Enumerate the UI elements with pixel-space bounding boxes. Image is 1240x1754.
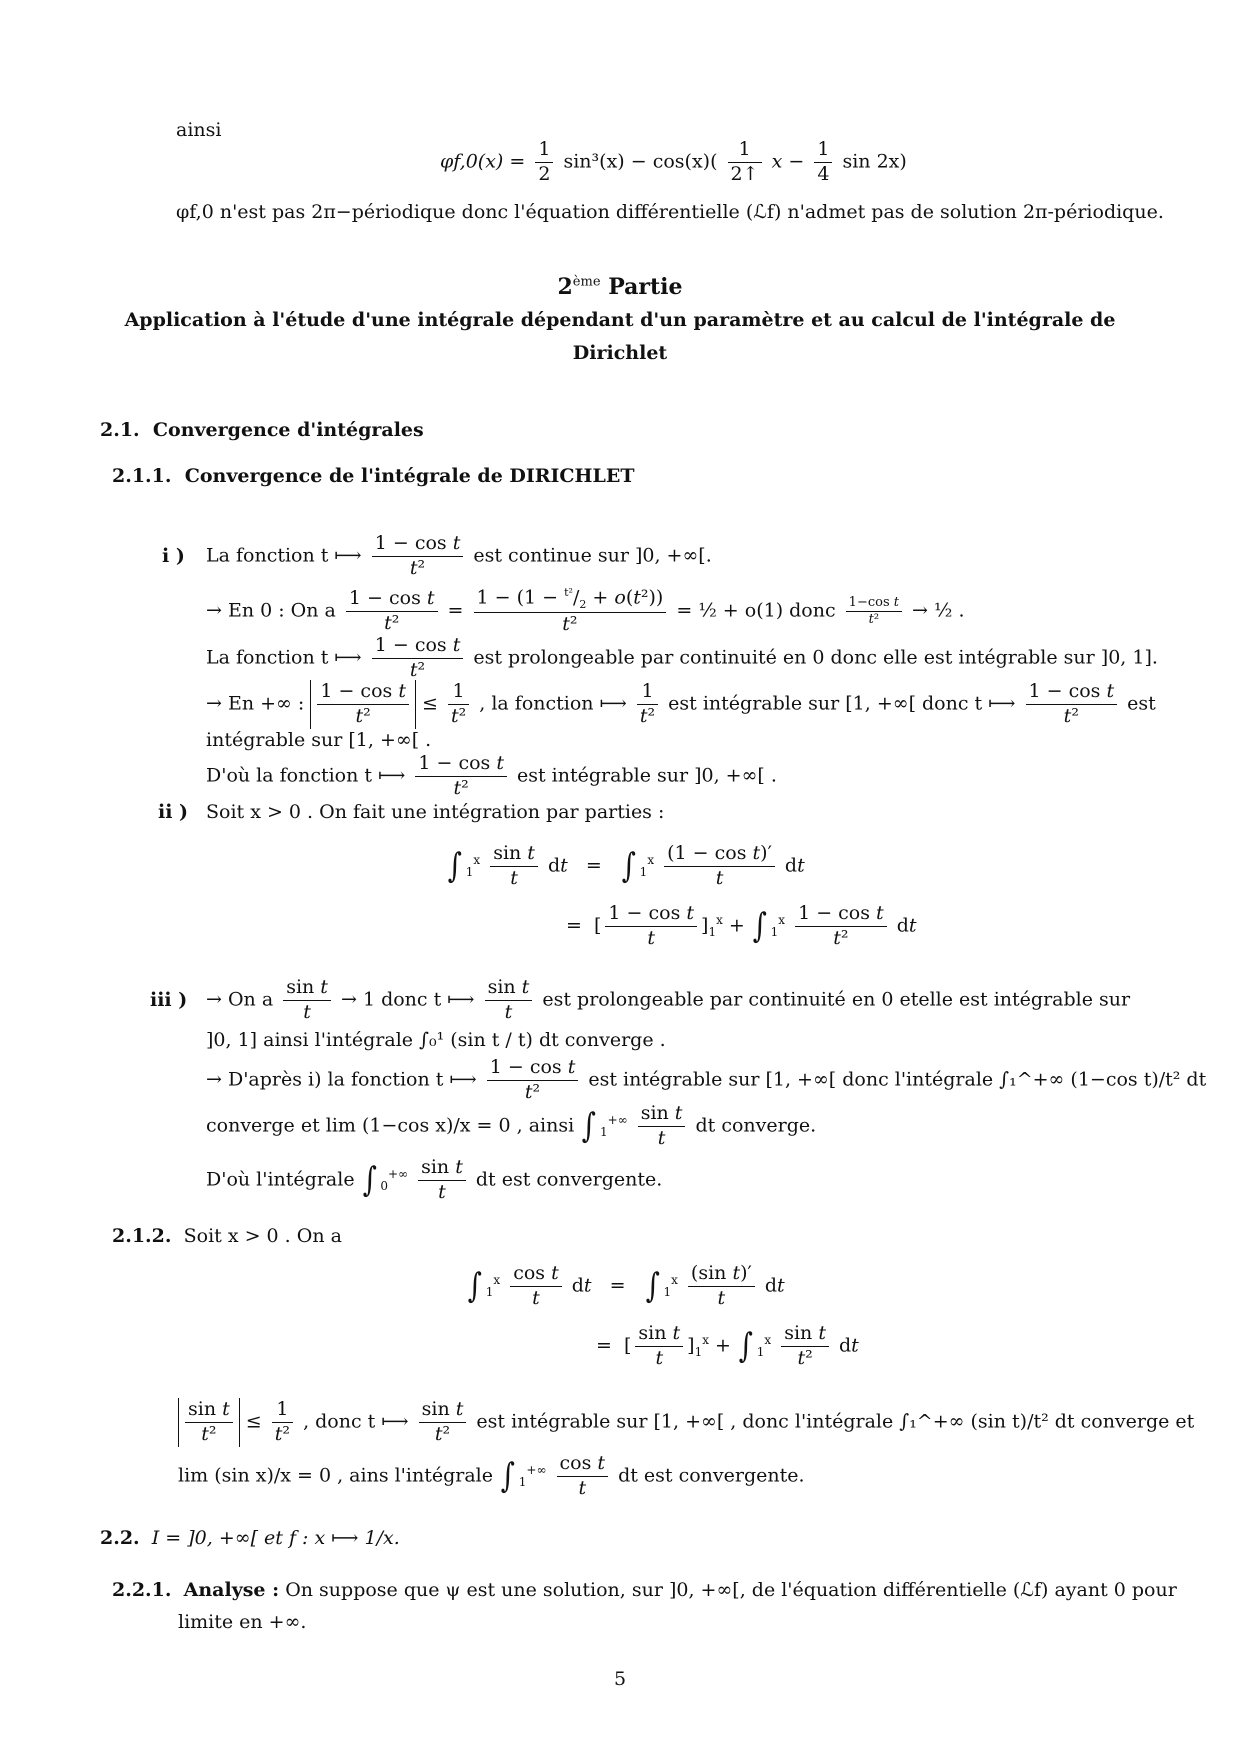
page-number: 5: [613, 1668, 627, 1690]
text: est prolongeable par continuité en 0 etelle est intégrable sur: [542, 988, 1131, 1011]
section-2-2: [100, 1528, 400, 1550]
section-number: 2.1.: [100, 419, 140, 441]
text: est: [1127, 692, 1156, 715]
text: , donc t ⟼: [303, 1410, 409, 1433]
text: On suppose que ψ est une solution, sur ]0, +∞[, de l'équation différentielle (ℒf) ayant 0 pour: [285, 1579, 1177, 1601]
item-ii-label: ii ): [158, 801, 189, 823]
ipp2-line1: ∫ $_1^x$ $\frac{\text{cos t}}{t}$ dt = ∫ $_1^x$ $\frac{\text{(sin t)′}}{t}$ dt: [467, 1262, 785, 1309]
text: dt est convergente.: [618, 1464, 805, 1487]
section-number: 2.2.: [100, 1527, 140, 1549]
text: est intégrable sur [1, +∞[ , donc l'intégrale ∫₁^+∞ (sin t)/t² dt converge et: [476, 1410, 1195, 1433]
periodic-note: φf,0 n'est pas 2π−périodique donc l'équation différentielle (ℒf) n'admet pas de solution 2π-périodique.: [176, 201, 1164, 223]
section-title: Convergence de l'intégrale de DIRICHLET: [184, 465, 635, 487]
item-i-line5: intégrable sur [1, +∞[ .: [206, 729, 432, 751]
part-word: Partie: [608, 274, 683, 300]
phi-equation: φf,0(x) = $\frac{1}{2}$ sin³(x) − cos(x)( $\frac{1}{2↑}$ x − $\frac{1}{4}$ sin 2x): [440, 138, 907, 185]
section-2-2-1: [112, 1580, 1177, 1602]
section-number: 2.2.1.: [112, 1579, 172, 1601]
item-i-label: i ): [162, 545, 185, 567]
part-sup: ème: [572, 274, 601, 290]
item-iii-line3: → D'après i) la fonction t ⟼ $\frac{\text{1 − cos t}}{\text{t²}}$ est intégrable sur [1, +∞[ donc l'intégrale ∫₁^+∞ (1−cos t)/t² dt: [206, 1056, 1207, 1103]
ipp-line2: = [ $\frac{\text{1 − cos t}}{t}$ ]$_1^x$ + ∫ $_1^x$ $\frac{\text{1 − cos t}}{\text{t²}}$ dt: [566, 902, 917, 949]
item-ii-line1: Soit x > 0 . On fait une intégration par parties :: [206, 801, 665, 823]
item-iii-line5: D'où l'intégrale ∫ $_0$+∞ $\frac{\text{sin t}}{t}$ dt est convergente.: [206, 1156, 663, 1203]
text: → ½ .: [912, 599, 965, 622]
section-number: 2.1.1.: [112, 465, 172, 487]
text: D'où la fonction t ⟼: [206, 764, 406, 787]
part-number: 2: [557, 274, 573, 300]
text: → On a: [206, 988, 274, 1011]
text: → 1 donc t ⟼: [340, 988, 475, 1011]
text: La fonction t ⟼: [206, 544, 362, 567]
phi-rhs-2: x −: [771, 150, 805, 173]
section-2-1-heading: [100, 420, 424, 442]
analyse-label: Analyse :: [183, 1579, 280, 1601]
text: La fonction t ⟼: [206, 646, 362, 669]
ipp2-line2: = [ $\frac{\text{sin t}}{t}$ ]$_1^x$ + ∫ $_1^x$ $\frac{\text{sin t}}{\text{t²}}$ dt: [596, 1322, 859, 1369]
phi-lhs: φf,0(x) =: [440, 150, 526, 173]
text: est intégrable sur ]0, +∞[ .: [517, 764, 777, 787]
item-i-line1: La fonction t ⟼ $\frac{\text{1 − cos t}}{\text{t²}}$ est continue sur ]0, +∞[.: [206, 532, 712, 579]
item-iii-label: iii ): [150, 989, 188, 1011]
text: dt est convergente.: [475, 1168, 663, 1191]
part-subtitle-2: Dirichlet: [572, 342, 668, 364]
item-i-line6: D'où la fonction t ⟼ $\frac{\text{1 − cos t}}{\text{t²}}$ est intégrable sur ]0, +∞[ .: [206, 752, 777, 799]
text: est continue sur ]0, +∞[.: [473, 544, 712, 567]
text: lim (sin x)/x = 0 , ains l'intégrale: [178, 1464, 493, 1487]
text: est prolongeable par continuité en 0 donc elle est intégrable sur ]0, 1].: [473, 646, 1158, 669]
part-title: [0, 275, 1240, 300]
text: Soit x > 0 . On a: [183, 1225, 342, 1247]
text: est intégrable sur [1, +∞[ donc t ⟼: [668, 692, 1016, 715]
section-2-1-1-heading: [112, 466, 635, 488]
phi-rhs-1: sin³(x) − cos(x)(: [563, 150, 718, 173]
section-2-2-1-line2: limite en +∞.: [178, 1611, 307, 1633]
section-number: 2.1.2.: [112, 1225, 172, 1247]
item-i-line2: → En 0 : On a $\frac{\text{1 − cos t}}{\text{t²}}$ = $\frac{1 - (1 - ^{t^2}/_2 + o(t^2))}{\text{t²}}$ = ½ + o(1) donc $\frac{\text{1−cos t}}{\text{t²}}$ → ½ .: [206, 586, 965, 635]
sec-2-1-2-after2: lim (sin x)/x = 0 , ains l'intégrale ∫ $_1$+∞ $\frac{\text{cos t}}{t}$ dt est convergente.: [178, 1452, 805, 1499]
text: converge et lim (1−cos x)/x = 0 , ainsi: [206, 1114, 575, 1137]
phi-rhs-3: sin 2x): [842, 150, 907, 173]
part-subtitle-1: Application à l'étude d'une intégrale dépendant d'un paramètre et au calcul de l'intégrale de: [124, 309, 1116, 331]
item-iii-line1: → On a $\frac{\text{sin t}}{t}$ → 1 donc t ⟼ $\frac{\text{sin t}}{t}$ est prolongeable par continuité en 0 etelle est intégrable sur: [206, 976, 1131, 1023]
ipp-line1: ∫ $_1^x$ $\frac{\text{sin t}}{t}$ dt = ∫ $_1^x$ $\frac{\text{(1 − cos t)′}}{t}$ dt: [447, 842, 805, 889]
section-title: Convergence d'intégrales: [152, 419, 424, 441]
text: dt converge.: [695, 1114, 817, 1137]
text: = ½ + o(1) donc: [676, 599, 836, 622]
text: → D'après i) la fonction t ⟼: [206, 1068, 477, 1091]
text: est intégrable sur [1, +∞[ donc l'intégrale ∫₁^+∞ (1−cos t)/t² dt: [588, 1068, 1207, 1091]
item-iii-line4: converge et lim (1−cos x)/x = 0 , ainsi ∫ $_1$+∞ $\frac{\text{sin t}}{t}$ dt converge.: [206, 1102, 817, 1149]
text: I = ]0, +∞[ et f : x ⟼ 1/x.: [151, 1527, 400, 1549]
ainsi-text: ainsi: [176, 119, 222, 141]
item-i-line3: La fonction t ⟼ $\frac{\text{1 − cos t}}{\text{t²}}$ est prolongeable par continuité en 0 donc elle est intégrable sur ]0, 1].: [206, 634, 1158, 681]
item-i-line4: → En +∞ : $\frac{\text{1 − cos t}}{\text{t²}}$ ≤ $\frac{1}{\text{t²}}$ , la fonction ⟼ $\frac{1}{\text{t²}}$ est intégrable sur [1, +∞[ donc t ⟼ $\frac{\text{1 − cos t}}{\text{t²}}$ est: [206, 680, 1156, 727]
text: → En +∞ :: [206, 692, 305, 715]
text: , la fonction ⟼: [479, 692, 627, 715]
sec-2-1-2-after1: $\frac{\text{sin t}}{\text{t²}}$ ≤ $\frac{1}{\text{t²}}$ , donc t ⟼ $\frac{\text{sin t}}{\text{t²}}$ est intégrable sur [1, +∞[ , donc l'intégrale ∫₁^+∞ (sin t)/t² dt converge et: [178, 1398, 1194, 1447]
item-iii-line2: ]0, 1] ainsi l'intégrale ∫₀¹ (sin t / t) dt converge .: [206, 1029, 666, 1051]
text: → En 0 : On a: [206, 599, 336, 622]
text: D'où l'intégrale: [206, 1168, 355, 1191]
section-2-1-2: [112, 1226, 342, 1248]
